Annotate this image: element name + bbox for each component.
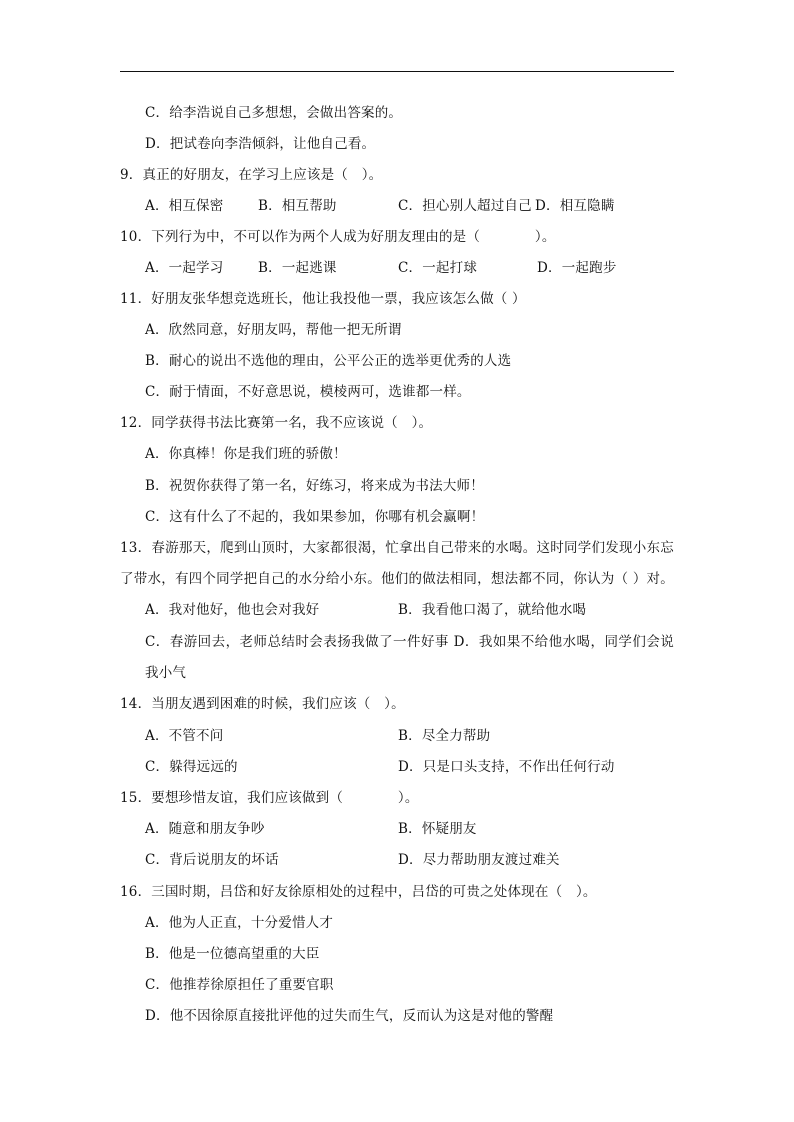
q16-option-a: A．他为人正直，十分爱惜人才 [145,915,334,931]
q15-stem: 15．要想珍惜友谊，我们应该做到（ ）。 [120,790,419,806]
q9-option-a: A．相互保密 [145,198,224,214]
header-rule [120,71,674,72]
q11-stem: 11．好朋友张华想竞选班长，他让我投他一票，我应该怎么做（ ） [120,291,526,307]
q13-option-cd-line1: C．春游回去，老师总结时会表扬我做了一件好事 D．我如果不给他水喝，同学们会说 [145,634,674,650]
q14-option-c: C．躲得远远的 [145,759,238,775]
q12-option-a: A．你真棒！你是我们班的骄傲！ [145,446,347,462]
q12-stem: 12．同学获得书法比赛第一名，我不应该说（ ）。 [120,415,433,431]
q14-stem: 14．当朋友遇到困难的时候，我们应该（ ）。 [120,696,405,712]
q13-option-cd-line2: 我小气 [145,665,187,681]
q16-option-c: C．他推荐徐原担任了重要官职 [145,977,334,993]
q10-stem: 10．下列行为中，不可以作为两个人成为好朋友理由的是（ ）。 [120,229,556,245]
q12-option-b: B．祝贺你获得了第一名，好练习，将来成为书法大师！ [145,478,484,494]
q9-stem: 9．真正的好朋友，在学习上应该是（ ）。 [120,167,383,183]
q10-option-c: C．一起打球 [398,260,478,276]
q11-option-c: C．耐于情面，不好意思说，模棱两可，选谁都一样。 [145,384,471,400]
q10-option-b: B．一起逃课 [258,260,337,276]
q9-option-b: B．相互帮助 [258,198,337,214]
q15-option-a: A．随意和朋友争吵 [145,821,265,837]
q15-option-d: D．尽力帮助朋友渡过难关 [398,852,560,868]
q10-option-d: D．一起跑步 [537,260,617,276]
q16-option-d: D．他不因徐原直接批评他的过失而生气，反而认为这是对他的警醒 [145,1008,554,1024]
q14-option-d: D．只是口头支持，不作出任何行动 [398,759,615,775]
q14-option-a: A．不管不问 [145,728,224,744]
q10-option-a: A．一起学习 [145,260,224,276]
q8-option-c: C．给李浩说自己多想想，会做出答案的。 [145,105,403,121]
q13-stem-line1: 13．春游那天，爬到山顶时，大家都很渴，忙拿出自己带来的水喝。这时同学们发现小东忘 [120,540,674,556]
q9-option-d: D．相互隐瞒 [535,198,615,214]
q11-option-b: B．耐心的说出不选他的理由，公平公正的选举更优秀的人选 [145,353,512,369]
q8-option-d: D．把试卷向李浩倾斜，让他自己看。 [145,136,376,152]
q13-stem-line2: 了带水，有四个同学把自己的水分给小东。他们的做法相同，想法都不同，你认为（ ）对。 [120,571,674,587]
q9-option-c: C．担心别人超过自己 [398,198,532,214]
q14-option-b: B．尽全力帮助 [398,728,491,744]
q11-option-a: A．欣然同意，好朋友吗，帮他一把无所谓 [145,322,402,338]
q16-stem: 16．三国时期，吕岱和好友徐原相处的过程中，吕岱的可贵之处体现在（ ）。 [120,884,597,900]
q16-option-b: B．他是一位德高望重的大臣 [145,946,320,962]
q15-option-c: C．背后说朋友的坏话 [145,852,279,868]
q13-option-b: B．我看他口渴了，就给他水喝 [398,602,587,618]
q13-option-a: A．我对他好，他也会对我好 [145,602,320,618]
q12-option-c: C．这有什么了不起的，我如果参加，你哪有机会赢啊！ [145,509,485,525]
q15-option-b: B．怀疑朋友 [398,821,477,837]
